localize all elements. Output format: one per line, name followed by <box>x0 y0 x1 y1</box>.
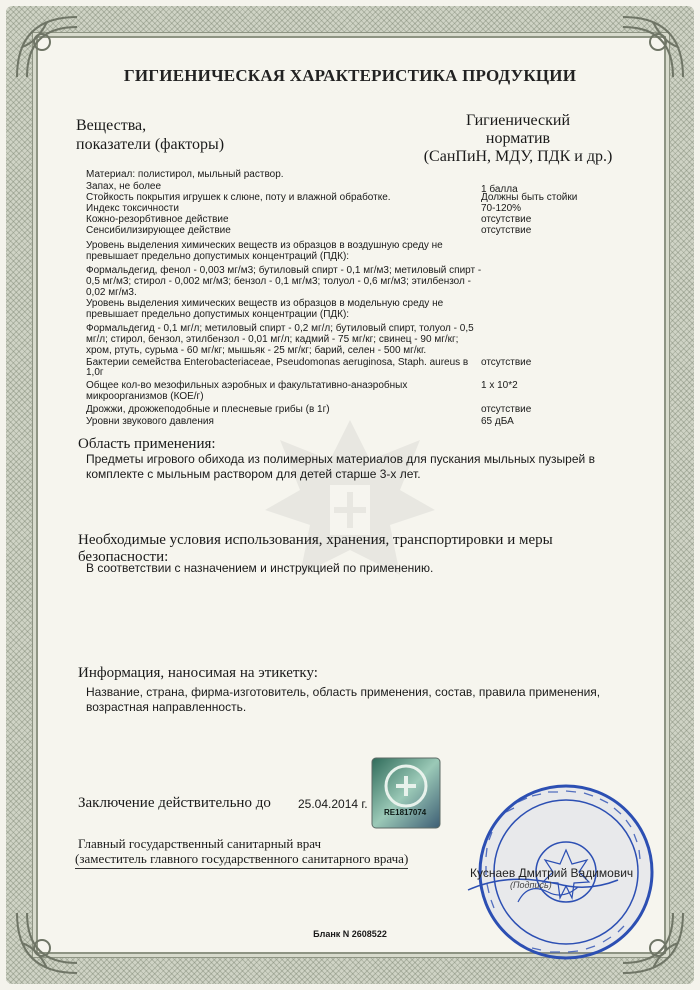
table-row-text: Формальдегид - 0,1 мг/л; метиловый спирт - 0,2 мг/л; бутиловый спирт, толуол - 0,5 <box>86 323 474 334</box>
label-info-heading: Информация, наносимая на этикетку: <box>78 665 318 681</box>
table-row-text: Запах, не более <box>86 181 162 192</box>
document-title: ГИГИЕНИЧЕСКАЯ ХАРАКТЕРИСТИКА ПРОДУКЦИИ <box>123 66 577 85</box>
signatory-name: Куснаев Дмитрий Вадимович <box>470 866 634 880</box>
label-info-text: Название, страна, фирма-изготовитель, область применения, состав, правила применения, возрастная направленность. <box>86 685 601 714</box>
validity-label: Заключение действительно до <box>78 795 271 811</box>
table-row-text: мг/л; стирол, бензол, этилбензол - 0,01 мг/л; кадмий - 75 мг/кг; свинец - 90 мг/кг; <box>86 334 459 345</box>
signatory-deputy: (заместитель главного государственного санитарного врача) <box>75 851 408 869</box>
table-row-value: отсутствие <box>481 404 532 415</box>
table-row-text: Индекс токсичности <box>86 203 179 214</box>
ornament-corner-icon <box>12 908 82 978</box>
table-row-text: 0,5 мг/м3; стирол - 0,002 мг/м3; бензол - 0,1 мг/м3; толуол - 0,6 мг/м3; этилбензол - <box>86 276 471 287</box>
table-row-value: отсутствие <box>481 225 532 236</box>
signature-caption: (Подпись) <box>510 880 552 890</box>
table-row-text: 0,02 мг/м3. <box>86 287 137 298</box>
table-row-text: превышает предельно допустимых концентрации (ПДК): <box>86 309 350 320</box>
table-row-text: Уровни звукового давления <box>86 416 214 427</box>
table-row-text: Формальдегид, фенол - 0,003 мг/м3; бутиловый спирт - 0,1 мг/м3; метиловый спирт - <box>86 265 482 276</box>
table-row-text: микроорганизмов (КОЕ/г) <box>86 391 204 402</box>
table-row-text: Материал: полистирол, мыльный раствор. <box>86 169 284 180</box>
hologram-icon <box>370 756 442 830</box>
table-row-value: 70-120% <box>481 203 522 214</box>
hologram-sticker <box>370 756 442 830</box>
column-header-substances: Вещества, показатели (факторы) <box>76 117 225 153</box>
hologram-code: RE1817074 <box>384 808 427 817</box>
conditions-text: В соответствии с назначением и инструкцией по применению. <box>86 561 434 575</box>
table-row-value: Должны быть стойки <box>481 192 578 203</box>
table-row-text: Уровень выделения химических веществ из образцов в модельную среду не <box>86 298 444 309</box>
table-row-text: Стойкость покрытия игрушек к слюне, поту и влажной обработке. <box>86 192 391 203</box>
table-row-text: Бактерии семейства Enterobacteriaceae, Pseudomonas aeruginosa, Staph. aureus в <box>86 357 469 368</box>
table-row-text: Уровень выделения химических веществ из образцов в воздушную среду не <box>86 240 443 251</box>
table-row-text: Кожно-резорбтивное действие <box>86 214 229 225</box>
table-row-value: 65 дБА <box>481 416 514 427</box>
scope-text: Предметы игрового обихода из полимерных материалов для пускания мыльных пузырей в комплекте с мыльным раствором для детей старше 3-х лет. <box>86 452 595 481</box>
table-row-text: Сенсибилизирующее действие <box>86 225 231 236</box>
table-row-text: 1,0г <box>86 367 104 378</box>
signatory-title: Главный государственный санитарный врач <box>78 836 322 851</box>
table-row-text: Дрожжи, дрожжеподобные и плесневые грибы (в 1г) <box>86 404 330 415</box>
table-row-text: превышает предельно допустимых концентраций (ПДК): <box>86 251 350 262</box>
table-row-value: 1 балла <box>481 184 518 195</box>
conditions-heading: Необходимые условия использования, хранения, транспортировки и меры безопасности: <box>78 532 553 565</box>
table-row-value: отсутствие <box>481 357 532 368</box>
column-header-normative: Гигиенический норматив (СанПиН, МДУ, ПДК и др.) <box>423 112 613 165</box>
scope-heading: Область применения: <box>78 436 216 452</box>
table-row-text: Общее кол-во мезофильных аэробных и факультативно-анаэробных <box>86 380 408 391</box>
validity-date: 25.04.2014 г. <box>298 797 368 811</box>
form-number: Бланк N 2608522 <box>313 929 387 939</box>
table-row-text: хром, ртуть, сурьма - 60 мг/кг; мышьяк - 25 мг/кг; барий, селен - 500 мг/кг. <box>86 345 427 356</box>
table-row-value: отсутствие <box>481 214 532 225</box>
table-row-value: 1 х 10*2 <box>481 380 518 391</box>
